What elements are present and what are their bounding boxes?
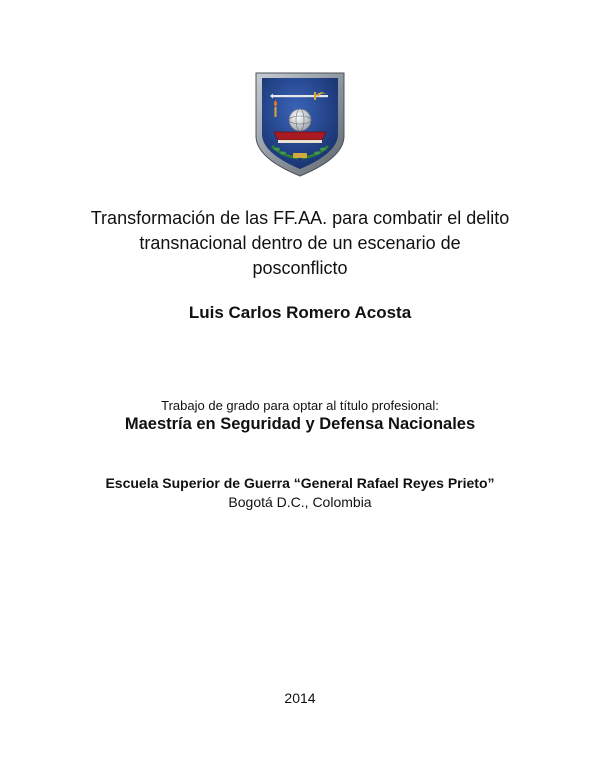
author-name: Luis Carlos Romero Acosta — [188, 303, 412, 322]
institution-name: Escuela Superior de Guerra “General Rafael Reyes Prieto” — [105, 475, 495, 491]
publication-year: 2014 — [284, 690, 316, 706]
degree-label: Trabajo de grado para optar al título profesional: — [161, 398, 439, 413]
institution-location: Bogotá D.C., Colombia — [228, 494, 372, 510]
military-school-crest-icon — [252, 70, 348, 178]
title-line-1: Transformación de las FF.AA. para combatir el delito — [90, 208, 510, 228]
title-line-3: posconflicto — [252, 258, 348, 278]
document-title — [60, 206, 540, 281]
title-line-2: transnacional dentro de un escenario de — [139, 233, 461, 253]
degree-name: Maestría en Seguridad y Defensa Nacionales — [124, 415, 476, 433]
